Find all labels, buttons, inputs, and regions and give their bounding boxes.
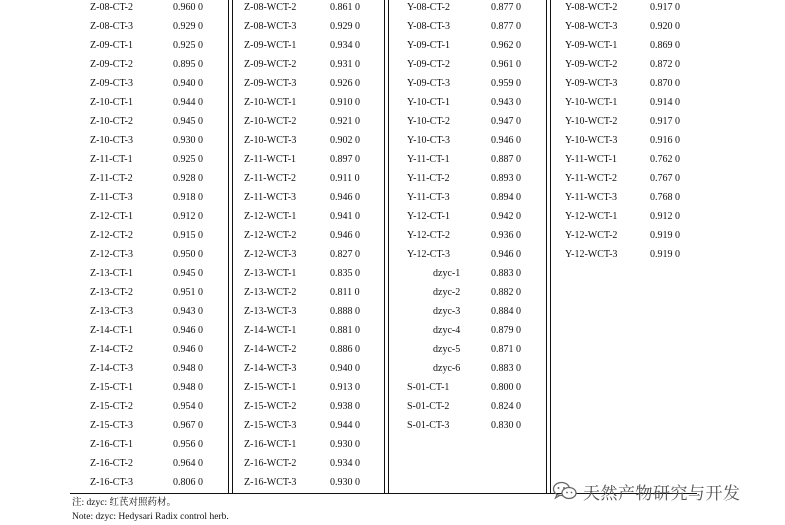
table-column-4 — [556, 0, 697, 494]
similarity-value: 0.886 0 — [330, 344, 360, 355]
similarity-value: 0.940 0 — [173, 78, 203, 89]
table-row — [390, 359, 550, 378]
sample-id: Y-09-CT-1 — [407, 40, 450, 51]
sample-id: Y-12-CT-1 — [407, 211, 450, 222]
sample-id: Z-11-CT-1 — [90, 154, 133, 165]
sample-id: S-01-CT-1 — [407, 382, 450, 393]
similarity-value: 0.948 0 — [173, 382, 203, 393]
sample-id: Z-09-CT-2 — [90, 59, 133, 70]
similarity-value: 0.934 0 — [330, 458, 360, 469]
column-divider — [546, 0, 547, 494]
similarity-value: 0.946 0 — [173, 344, 203, 355]
sample-id: Z-15-CT-2 — [90, 401, 133, 412]
similarity-value: 0.830 0 — [491, 420, 521, 431]
sample-id: S-01-CT-2 — [407, 401, 450, 412]
sample-id: dzyc-5 — [433, 344, 461, 355]
similarity-value: 0.931 0 — [330, 59, 360, 70]
sample-id: Y-12-WCT-1 — [565, 211, 618, 222]
similarity-value: 0.946 0 — [330, 230, 360, 241]
sample-id: Z-09-WCT-3 — [244, 78, 297, 89]
column-divider — [232, 0, 233, 494]
table-row — [234, 435, 384, 454]
sample-id: Z-16-WCT-2 — [244, 458, 297, 469]
similarity-value: 0.827 0 — [330, 249, 360, 260]
sample-id: Y-12-CT-2 — [407, 230, 450, 241]
similarity-value: 0.951 0 — [173, 287, 203, 298]
similarity-value: 0.961 0 — [491, 59, 521, 70]
similarity-value: 0.883 0 — [491, 363, 521, 374]
similarity-value: 0.861 0 — [330, 2, 360, 13]
table-row — [390, 0, 550, 17]
table-row — [70, 150, 228, 169]
sample-id: Z-15-WCT-1 — [244, 382, 297, 393]
table-row — [556, 36, 697, 55]
similarity-value: 0.811 0 — [330, 287, 360, 298]
table-row — [70, 17, 228, 36]
similarity-value: 0.915 0 — [173, 230, 203, 241]
table-row — [556, 93, 697, 112]
table-row — [70, 226, 228, 245]
note-english: Note: dzyc: Hedysari Radix control herb. — [72, 512, 229, 522]
similarity-value: 0.942 0 — [491, 211, 521, 222]
table-row — [390, 340, 550, 359]
table-row — [70, 321, 228, 340]
sample-id: Y-08-WCT-2 — [565, 2, 618, 13]
table-row — [70, 359, 228, 378]
sample-id: Y-09-WCT-2 — [565, 59, 618, 70]
similarity-value: 0.887 0 — [491, 154, 521, 165]
sample-id: Z-10-CT-1 — [90, 97, 133, 108]
similarity-value: 0.929 0 — [173, 21, 203, 32]
sample-id: Z-11-WCT-1 — [244, 154, 297, 165]
table-row — [70, 36, 228, 55]
sample-id: Z-11-CT-2 — [90, 173, 133, 184]
sample-id: Z-10-WCT-2 — [244, 116, 297, 127]
table-row — [556, 0, 697, 17]
similarity-value: 0.870 0 — [650, 78, 680, 89]
similarity-value: 0.912 0 — [650, 211, 680, 222]
similarity-value: 0.767 0 — [650, 173, 680, 184]
table-row — [70, 131, 228, 150]
sample-id: dzyc-2 — [433, 287, 461, 298]
table-row — [70, 207, 228, 226]
similarity-value: 0.964 0 — [173, 458, 203, 469]
table-row — [70, 340, 228, 359]
similarity-value: 0.946 0 — [330, 192, 360, 203]
sample-id: Z-10-CT-2 — [90, 116, 133, 127]
similarity-value: 0.940 0 — [330, 363, 360, 374]
similarity-value: 0.945 0 — [173, 268, 203, 279]
sample-id: Y-08-CT-3 — [407, 21, 450, 32]
sample-id: Y-08-CT-2 — [407, 2, 450, 13]
table-row — [234, 245, 384, 264]
sample-id: Z-15-WCT-2 — [244, 401, 297, 412]
sample-id: Z-14-CT-2 — [90, 344, 133, 355]
sample-id: Y-11-CT-2 — [407, 173, 450, 184]
sample-id: Z-11-CT-3 — [90, 192, 133, 203]
similarity-value: 0.967 0 — [173, 420, 203, 431]
similarity-value: 0.930 0 — [330, 439, 360, 450]
sample-id: Z-12-CT-1 — [90, 211, 133, 222]
similarity-value: 0.918 0 — [173, 192, 203, 203]
sample-id: S-01-CT-3 — [407, 420, 450, 431]
similarity-value: 0.943 0 — [491, 97, 521, 108]
sample-id: Z-15-WCT-3 — [244, 420, 297, 431]
sample-id: dzyc-3 — [433, 306, 461, 317]
table-row — [390, 321, 550, 340]
table-row — [70, 55, 228, 74]
sample-id: Z-16-CT-2 — [90, 458, 133, 469]
table-row — [556, 169, 697, 188]
similarity-value: 0.877 0 — [491, 21, 521, 32]
sample-id: dzyc-6 — [433, 363, 461, 374]
table-row — [556, 17, 697, 36]
table-row — [234, 150, 384, 169]
wechat-icon — [552, 481, 578, 501]
table-row — [234, 207, 384, 226]
table-row — [70, 473, 228, 492]
similarity-value: 0.895 0 — [173, 59, 203, 70]
sample-id: Z-10-WCT-1 — [244, 97, 297, 108]
table-row — [70, 188, 228, 207]
table-row — [70, 245, 228, 264]
table-row — [234, 169, 384, 188]
table-row — [234, 302, 384, 321]
table-row — [556, 150, 697, 169]
sample-id: Z-08-CT-3 — [90, 21, 133, 32]
table-row — [70, 416, 228, 435]
sample-id: dzyc-1 — [433, 268, 461, 279]
table-column-1 — [70, 0, 228, 494]
column-divider — [228, 0, 229, 494]
table-row — [390, 245, 550, 264]
similarity-value: 0.944 0 — [173, 97, 203, 108]
sample-id: Z-16-CT-3 — [90, 477, 133, 488]
similarity-value: 0.914 0 — [650, 97, 680, 108]
sample-id: Z-11-WCT-2 — [244, 173, 297, 184]
similarity-value: 0.884 0 — [491, 306, 521, 317]
table-row — [70, 0, 228, 17]
table-row — [70, 302, 228, 321]
similarity-value: 0.888 0 — [330, 306, 360, 317]
sample-id: Z-12-CT-2 — [90, 230, 133, 241]
table-row — [234, 283, 384, 302]
table-row — [234, 340, 384, 359]
sample-id: Z-15-CT-1 — [90, 382, 133, 393]
table-row — [390, 112, 550, 131]
similarity-value: 0.879 0 — [491, 325, 521, 336]
sample-id: Y-11-WCT-1 — [565, 154, 618, 165]
similarity-value: 0.910 0 — [330, 97, 360, 108]
table-row — [390, 150, 550, 169]
sample-id: Y-12-WCT-2 — [565, 230, 618, 241]
similarity-value: 0.944 0 — [330, 420, 360, 431]
similarity-value: 0.946 0 — [491, 249, 521, 260]
sample-id: Z-12-WCT-3 — [244, 249, 297, 260]
similarity-value: 0.934 0 — [330, 40, 360, 51]
sample-id: Y-10-WCT-1 — [565, 97, 618, 108]
table-row — [234, 226, 384, 245]
similarity-value: 0.913 0 — [330, 382, 360, 393]
sample-id: Y-11-CT-1 — [407, 154, 450, 165]
table-row — [70, 378, 228, 397]
sample-id: Y-11-WCT-2 — [565, 173, 618, 184]
table-row — [70, 454, 228, 473]
similarity-value: 0.925 0 — [173, 40, 203, 51]
table-row — [234, 416, 384, 435]
note-chinese: 注: dzyc: 红芪对照药材。 — [72, 498, 176, 508]
table-row — [70, 74, 228, 93]
table-row — [390, 36, 550, 55]
similarity-value: 0.917 0 — [650, 116, 680, 127]
table-row — [234, 397, 384, 416]
sample-id: Z-13-CT-2 — [90, 287, 133, 298]
table-notes — [72, 496, 229, 524]
similarity-value: 0.928 0 — [173, 173, 203, 184]
sample-id: Z-14-CT-1 — [90, 325, 133, 336]
sample-id: Y-10-WCT-2 — [565, 116, 618, 127]
similarity-value: 0.950 0 — [173, 249, 203, 260]
similarity-value: 0.912 0 — [173, 211, 203, 222]
column-divider — [384, 0, 385, 494]
sample-id: Y-10-CT-3 — [407, 135, 450, 146]
column-divider — [550, 0, 551, 494]
table-row — [390, 302, 550, 321]
sample-id: Z-13-WCT-1 — [244, 268, 297, 279]
table-row — [390, 264, 550, 283]
similarity-value: 0.762 0 — [650, 154, 680, 165]
similarity-value: 0.897 0 — [330, 154, 360, 165]
table-row — [390, 131, 550, 150]
table-row — [234, 0, 384, 17]
similarity-value: 0.925 0 — [173, 154, 203, 165]
similarity-value: 0.881 0 — [330, 325, 360, 336]
table-row — [70, 283, 228, 302]
sample-id: Z-16-CT-1 — [90, 439, 133, 450]
similarity-value: 0.962 0 — [491, 40, 521, 51]
sample-id: Z-09-CT-3 — [90, 78, 133, 89]
sample-id: Z-09-WCT-1 — [244, 40, 297, 51]
table-row — [234, 188, 384, 207]
similarity-value: 0.956 0 — [173, 439, 203, 450]
sample-id: Z-16-WCT-3 — [244, 477, 297, 488]
sample-id: Y-12-CT-3 — [407, 249, 450, 260]
similarity-value: 0.947 0 — [491, 116, 521, 127]
table-row — [390, 283, 550, 302]
table-column-3 — [390, 0, 550, 494]
similarity-value: 0.883 0 — [491, 268, 521, 279]
table-row — [234, 473, 384, 492]
sample-id: Z-13-CT-1 — [90, 268, 133, 279]
table-row — [556, 188, 697, 207]
table-row — [556, 226, 697, 245]
sample-id: Z-13-WCT-3 — [244, 306, 297, 317]
table-row — [234, 36, 384, 55]
sample-id: Y-11-CT-3 — [407, 192, 450, 203]
similarity-value: 0.919 0 — [650, 230, 680, 241]
table-row — [234, 74, 384, 93]
sample-id: Y-09-WCT-1 — [565, 40, 618, 51]
similarity-value: 0.959 0 — [491, 78, 521, 89]
table-row — [390, 55, 550, 74]
table-row — [70, 435, 228, 454]
similarity-value: 0.930 0 — [173, 135, 203, 146]
sample-id: Z-12-CT-3 — [90, 249, 133, 260]
sample-id: Z-10-CT-3 — [90, 135, 133, 146]
table-row — [70, 397, 228, 416]
table-row — [234, 321, 384, 340]
sample-id: Z-08-CT-2 — [90, 2, 133, 13]
sample-id: Y-09-WCT-3 — [565, 78, 618, 89]
watermark-text: 天然产物研究与开发 — [583, 483, 741, 504]
similarity-value: 0.768 0 — [650, 192, 680, 203]
sample-id: Z-13-CT-3 — [90, 306, 133, 317]
sample-id: Y-11-WCT-3 — [565, 192, 618, 203]
sample-id: Z-14-WCT-2 — [244, 344, 297, 355]
sample-id: Z-08-WCT-3 — [244, 21, 297, 32]
table-row — [70, 264, 228, 283]
sample-id: Z-14-WCT-3 — [244, 363, 297, 374]
similarity-table — [70, 0, 697, 494]
table-row — [234, 131, 384, 150]
table-column-2 — [234, 0, 384, 494]
similarity-value: 0.921 0 — [330, 116, 360, 127]
sample-id: Z-09-WCT-2 — [244, 59, 297, 70]
sample-id: Y-09-CT-3 — [407, 78, 450, 89]
table-row — [234, 264, 384, 283]
table-row — [390, 397, 550, 416]
sample-id: Z-12-WCT-1 — [244, 211, 297, 222]
table-row — [70, 93, 228, 112]
similarity-value: 0.824 0 — [491, 401, 521, 412]
table-row — [234, 55, 384, 74]
similarity-value: 0.941 0 — [330, 211, 360, 222]
watermark — [552, 480, 741, 502]
table-row — [390, 378, 550, 397]
sample-id: Z-16-WCT-1 — [244, 439, 297, 450]
similarity-value: 0.954 0 — [173, 401, 203, 412]
table-row — [390, 416, 550, 435]
table-row — [556, 74, 697, 93]
sample-id: Z-10-WCT-3 — [244, 135, 297, 146]
sample-id: Z-11-WCT-3 — [244, 192, 297, 203]
similarity-value: 0.869 0 — [650, 40, 680, 51]
table-row — [556, 207, 697, 226]
column-divider — [388, 0, 389, 494]
table-row — [70, 169, 228, 188]
table-row — [390, 93, 550, 112]
similarity-value: 0.800 0 — [491, 382, 521, 393]
similarity-value: 0.930 0 — [330, 477, 360, 488]
similarity-value: 0.960 0 — [173, 2, 203, 13]
similarity-value: 0.943 0 — [173, 306, 203, 317]
similarity-value: 0.882 0 — [491, 287, 521, 298]
similarity-value: 0.916 0 — [650, 135, 680, 146]
sample-id: Y-10-CT-2 — [407, 116, 450, 127]
table-row — [234, 112, 384, 131]
similarity-value: 0.917 0 — [650, 2, 680, 13]
table-row — [390, 169, 550, 188]
similarity-value: 0.872 0 — [650, 59, 680, 70]
similarity-value: 0.902 0 — [330, 135, 360, 146]
similarity-value: 0.806 0 — [173, 477, 203, 488]
table-row — [234, 17, 384, 36]
sample-id: Z-13-WCT-2 — [244, 287, 297, 298]
sample-id: Y-09-CT-2 — [407, 59, 450, 70]
similarity-value: 0.936 0 — [491, 230, 521, 241]
similarity-value: 0.835 0 — [330, 268, 360, 279]
similarity-value: 0.938 0 — [330, 401, 360, 412]
sample-id: Y-10-WCT-3 — [565, 135, 618, 146]
similarity-value: 0.948 0 — [173, 363, 203, 374]
similarity-value: 0.919 0 — [650, 249, 680, 260]
sample-id: Y-08-WCT-3 — [565, 21, 618, 32]
sample-id: Z-15-CT-3 — [90, 420, 133, 431]
sample-id: Z-14-WCT-1 — [244, 325, 297, 336]
sample-id: dzyc-4 — [433, 325, 461, 336]
sample-id: Z-08-WCT-2 — [244, 2, 297, 13]
table-row — [234, 454, 384, 473]
table-row — [556, 245, 697, 264]
table-row — [234, 378, 384, 397]
similarity-value: 0.945 0 — [173, 116, 203, 127]
sample-id: Z-09-CT-1 — [90, 40, 133, 51]
table-row — [234, 93, 384, 112]
table-row — [556, 112, 697, 131]
similarity-value: 0.877 0 — [491, 2, 521, 13]
sample-id: Z-12-WCT-2 — [244, 230, 297, 241]
table-row — [390, 74, 550, 93]
table-row — [556, 131, 697, 150]
similarity-value: 0.926 0 — [330, 78, 360, 89]
similarity-value: 0.929 0 — [330, 21, 360, 32]
table-row — [556, 55, 697, 74]
similarity-value: 0.893 0 — [491, 173, 521, 184]
similarity-value: 0.894 0 — [491, 192, 521, 203]
similarity-value: 0.911 0 — [330, 173, 360, 184]
table-row — [234, 359, 384, 378]
similarity-value: 0.946 0 — [173, 325, 203, 336]
sample-id: Y-12-WCT-3 — [565, 249, 618, 260]
sample-id: Y-10-CT-1 — [407, 97, 450, 108]
table-row — [390, 188, 550, 207]
table-row — [390, 17, 550, 36]
similarity-value: 0.946 0 — [491, 135, 521, 146]
similarity-value: 0.871 0 — [491, 344, 521, 355]
sample-id: Z-14-CT-3 — [90, 363, 133, 374]
table-row — [70, 112, 228, 131]
table-row — [390, 207, 550, 226]
similarity-value: 0.920 0 — [650, 21, 680, 32]
table-row — [390, 226, 550, 245]
